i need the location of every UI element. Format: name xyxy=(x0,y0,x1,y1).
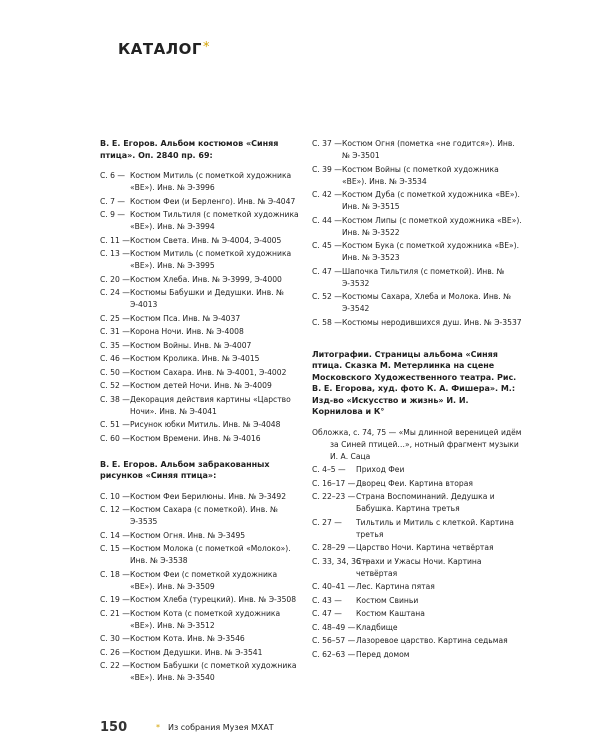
catalog-entry xyxy=(312,478,522,490)
catalog-entry xyxy=(100,647,300,659)
entry-text: Костюм Дедушки. Инв. № Э-3541 xyxy=(130,647,263,657)
catalog-entry xyxy=(312,542,522,554)
entry-page-ref: С. 20 — xyxy=(100,274,130,284)
entry-text: Рисунок юбки Митиль. Инв. № Э-4048 xyxy=(130,420,281,429)
catalog-entry xyxy=(100,287,300,311)
entry-text: Костюм Тильтиля (с пометкой художника «ВЕ»). Инв. № Э-3994 xyxy=(130,210,299,231)
entry-page-ref: С. 37 — xyxy=(312,139,342,148)
entry-page-ref: С. 42 — xyxy=(312,190,342,199)
entry-text: Корона Ночи. Инв. № Э-4008 xyxy=(130,327,244,336)
catalog-entry xyxy=(100,340,300,352)
entry-text: Костюм Каштана xyxy=(356,609,425,618)
entry-text: Костюм Митиль (с пометкой художника «ВЕ»). Инв. № Э-3995 xyxy=(130,249,292,270)
entry-text: Костюм Молока (с пометкой «Молоко»). Инв. № Э-3538 xyxy=(130,544,291,565)
entry-page-ref: С. 56–57 — xyxy=(312,636,356,645)
entry-page-ref: С. 13 — xyxy=(100,249,130,258)
entry-text: Костюм Хлеба. Инв. № Э-3999, Э-4000 xyxy=(130,274,282,284)
catalog-entry xyxy=(100,633,300,645)
entry-text: Костюм Хлеба (турецкий). Инв. № Э-3508 xyxy=(130,595,297,604)
entry-page-ref: С. 47 — xyxy=(312,609,342,618)
entry-text: Лес. Картина пятая xyxy=(356,582,435,591)
catalog-entry xyxy=(100,170,300,194)
catalog-section-rejected-album xyxy=(100,459,300,685)
catalog-entry xyxy=(312,595,522,607)
entry-page-ref: С. 45 — xyxy=(312,241,342,250)
entry-text: Костюм Кота. Инв. № Э-3546 xyxy=(130,634,245,643)
catalog-entry xyxy=(100,326,300,338)
entry-text: Перед домом xyxy=(356,649,410,659)
entry-text: Шапочка Тильтиля (с пометкой). Инв. № Э-3532 xyxy=(342,266,505,288)
entry-page-ref: С. 60 — xyxy=(100,433,130,443)
entry-page-ref: С. 22 — xyxy=(100,661,130,670)
catalog-entry xyxy=(100,660,300,684)
entry-text: Страхи и Ужасы Ночи. Картина четвёртая xyxy=(356,556,482,578)
entry-page-ref: С. 38 — xyxy=(100,394,130,404)
entry-text: Костюм Сахара (с пометкой). Инв. № Э-3535 xyxy=(130,505,278,526)
entry-text: Костюм Митиль (с пометкой художника «ВЕ»). Инв. № Э-3996 xyxy=(130,171,292,192)
entry-text: Костюм Войны. Инв. № Э-4007 xyxy=(130,340,252,350)
catalog-entry xyxy=(312,491,522,515)
footnote-asterisk: * xyxy=(156,723,160,732)
entry-list xyxy=(100,170,300,445)
catalog-entry xyxy=(312,581,522,593)
entry-text: Костюм Феи (с пометкой художника «ВЕ»). Инв. № Э-3509 xyxy=(130,569,278,591)
entry-text: Страна Воспоминаний. Дедушка и Бабушка. Картина третья xyxy=(356,492,495,513)
entry-page-ref: С. 4–5 — xyxy=(312,465,346,474)
catalog-entry xyxy=(312,608,522,620)
entry-text: Костюм Света. Инв. № Э-4004, Э-4005 xyxy=(130,235,282,245)
entry-text: Костюм Феи (и Берленго). Инв. № Э-4047 xyxy=(130,196,296,206)
entry-text: Костюм Свиньи xyxy=(356,595,419,605)
entry-text: Костюм Кролика. Инв. № Э-4015 xyxy=(130,354,260,363)
entry-page-ref: С. 30 — xyxy=(100,634,130,643)
catalog-entry xyxy=(100,313,300,325)
catalog-entry xyxy=(312,215,522,239)
footnote xyxy=(156,723,274,732)
entry-page-ref: С. 52 — xyxy=(100,381,130,390)
entry-text: Костюм Времени. Инв. № Э-4016 xyxy=(130,433,261,443)
catalog-entry xyxy=(100,491,300,503)
entry-page-ref: С. 9 — xyxy=(100,210,125,219)
entry-page-ref: С. 47 — xyxy=(312,266,342,276)
entry-text: Тильтиль и Митиль с клеткой. Картина третья xyxy=(356,517,514,539)
catalog-entry xyxy=(100,530,300,542)
entry-page-ref: С. 43 — xyxy=(312,595,342,605)
entry-page-ref: С. 21 — xyxy=(100,608,130,618)
entry-text: Костюмы неродившихся душ. Инв. № Э-3537 xyxy=(342,317,522,327)
entry-page-ref: С. 27 — xyxy=(312,517,342,527)
page-number: 150 xyxy=(100,720,128,735)
entry-page-ref: С. 22–23 — xyxy=(312,492,356,501)
catalog-entry xyxy=(100,380,300,392)
catalog-entry xyxy=(312,291,522,315)
catalog-entry xyxy=(100,594,300,606)
catalog-section-rejected-album-cont xyxy=(312,138,522,329)
entry-text: Дворец Феи. Картина вторая xyxy=(356,478,473,488)
entry-page-ref: С. 7 — xyxy=(100,196,125,206)
catalog-entry xyxy=(312,240,522,264)
section-heading: В. Е. Егоров. Альбом забракованных рисунков «Синяя птица»: xyxy=(100,459,270,480)
catalog-entry xyxy=(312,138,522,162)
entry-page-ref: С. 16–17 — xyxy=(312,478,356,488)
entry-page-ref: С. 48–49 — xyxy=(312,622,356,632)
entry-page-ref: С. 51 — xyxy=(100,420,130,429)
catalog-entry xyxy=(312,164,522,188)
entry-list xyxy=(312,464,522,661)
entry-page-ref: С. 44 — xyxy=(312,215,342,225)
catalog-entry xyxy=(100,235,300,247)
entry-list xyxy=(312,138,522,329)
entry-page-ref: С. 35 — xyxy=(100,340,130,350)
catalog-entry xyxy=(100,543,300,567)
cover-entry: Обложка, с. 74, 75 — «Мы длинной вереницей идём за Синей птицей…», нотный фрагмент музыки И. А. Саца xyxy=(312,427,522,461)
entry-page-ref: С. 52 — xyxy=(312,292,342,301)
entry-page-ref: С. 31 — xyxy=(100,327,130,336)
entry-page-ref: С. 25 — xyxy=(100,313,130,323)
catalog-entry xyxy=(312,649,522,661)
catalog-entry xyxy=(100,608,300,632)
catalog-entry xyxy=(100,274,300,286)
left-column xyxy=(100,138,300,698)
catalog-entry xyxy=(100,569,300,593)
entry-text: Костюм Феи Берилюны. Инв. № Э-3492 xyxy=(130,491,287,501)
entry-page-ref: С. 11 — xyxy=(100,235,130,245)
entry-page-ref: С. 10 — xyxy=(100,491,130,501)
catalog-section-costume-album xyxy=(100,138,300,445)
entry-text: Кладбище xyxy=(356,622,398,632)
catalog-entry xyxy=(100,209,300,233)
footnote-asterisk: * xyxy=(202,40,210,55)
catalog-entry xyxy=(100,504,300,528)
catalog-entry xyxy=(100,196,300,208)
catalog-entry xyxy=(312,266,522,290)
entry-text: Костюм детей Ночи. Инв. № Э-4009 xyxy=(130,381,272,390)
catalog-entry xyxy=(312,517,522,541)
entry-page-ref: С. 12 — xyxy=(100,505,130,514)
entry-text: Костюмы Бабушки и Дедушки. Инв. № Э-4013 xyxy=(130,288,284,309)
entry-page-ref: С. 39 — xyxy=(312,164,342,174)
entry-text: Костюм Бука (с пометкой художника «ВЕ»). Инв. № Э-3523 xyxy=(342,241,520,262)
entry-text: Царство Ночи. Картина четвёртая xyxy=(356,543,494,552)
entry-page-ref: С. 62–63 — xyxy=(312,649,356,659)
entry-page-ref: С. 58 — xyxy=(312,317,342,327)
entry-text: Декорация действия картины «Царство Ночи». Инв. № Э-4041 xyxy=(130,394,291,416)
section-heading: Литографии. Страницы альбома «Синяя птица. Сказка М. Метерлинка на сцене Московского Художественного театра. Рис. В. Е. Егорова, худ. фото К. А. Фишера». М.: Изд-во «Искусство и жизнь» И. И. Корнилова и К° xyxy=(312,349,517,416)
entry-page-ref: С. 26 — xyxy=(100,647,130,657)
entry-text: Лазоревое царство. Картина седьмая xyxy=(356,636,508,645)
entry-text: Костюм Войны (с пометкой художника «ВЕ»). Инв. № Э-3534 xyxy=(342,164,499,186)
entry-list xyxy=(100,491,300,685)
entry-page-ref: С. 6 — xyxy=(100,171,125,180)
entry-page-ref: С. 33, 34, 36 — xyxy=(312,556,371,566)
entry-text: Костюм Сахара. Инв. № Э-4001, Э-4002 xyxy=(130,367,287,377)
catalog-entry xyxy=(312,622,522,634)
entry-page-ref: С. 28–29 — xyxy=(312,543,356,552)
catalog-entry xyxy=(312,317,522,329)
catalog-entry xyxy=(312,556,522,580)
entry-text: Костюм Огня (пометка «не годится»). Инв. № Э-3501 xyxy=(342,139,515,160)
entry-text: Приход Феи xyxy=(356,465,405,474)
right-column xyxy=(312,138,522,675)
catalog-entry xyxy=(312,189,522,213)
entry-page-ref: С. 24 — xyxy=(100,288,130,297)
footnote-text: Из собрания Музея МХАТ xyxy=(168,723,274,732)
entry-page-ref: С. 15 — xyxy=(100,544,130,553)
catalog-entry xyxy=(100,394,300,418)
entry-page-ref: С. 46 — xyxy=(100,354,130,363)
entry-text: Костюм Бабушки (с пометкой художника «ВЕ»). Инв. № Э-3540 xyxy=(130,661,297,682)
entry-page-ref: С. 14 — xyxy=(100,530,130,540)
entry-page-ref: С. 19 — xyxy=(100,595,130,604)
catalog-entry xyxy=(100,419,300,431)
entry-text: Костюм Дуба (с пометкой художника «ВЕ»). Инв. № Э-3515 xyxy=(342,190,520,211)
entry-page-ref: С. 50 — xyxy=(100,367,130,377)
catalog-entry xyxy=(100,367,300,379)
catalog-entry xyxy=(312,635,522,647)
entry-text: Костюм Огня. Инв. № Э-3495 xyxy=(130,530,246,540)
entry-page-ref: С. 18 — xyxy=(100,569,130,579)
entry-text: Костюм Липы (с пометкой художника «ВЕ»). Инв. № Э-3522 xyxy=(342,215,522,237)
entry-text: Костюм Пса. Инв. № Э-4037 xyxy=(130,313,241,323)
catalog-entry xyxy=(312,464,522,476)
catalog-entry xyxy=(100,248,300,272)
entry-text: Костюм Кота (с пометкой художника «ВЕ»). Инв. № Э-3512 xyxy=(130,608,281,630)
entry-page-ref: С. 40–41 — xyxy=(312,582,356,591)
page-title: КАТАЛОГ* xyxy=(118,40,210,58)
section-heading: В. Е. Егоров. Альбом костюмов «Синяя птица». Оп. 2840 пр. 69: xyxy=(100,139,279,160)
entry-text: Костюмы Сахара, Хлеба и Молока. Инв. № Э-3542 xyxy=(342,292,512,313)
catalog-entry xyxy=(100,353,300,365)
catalog-section-lithographs xyxy=(312,349,522,661)
catalog-entry xyxy=(100,433,300,445)
